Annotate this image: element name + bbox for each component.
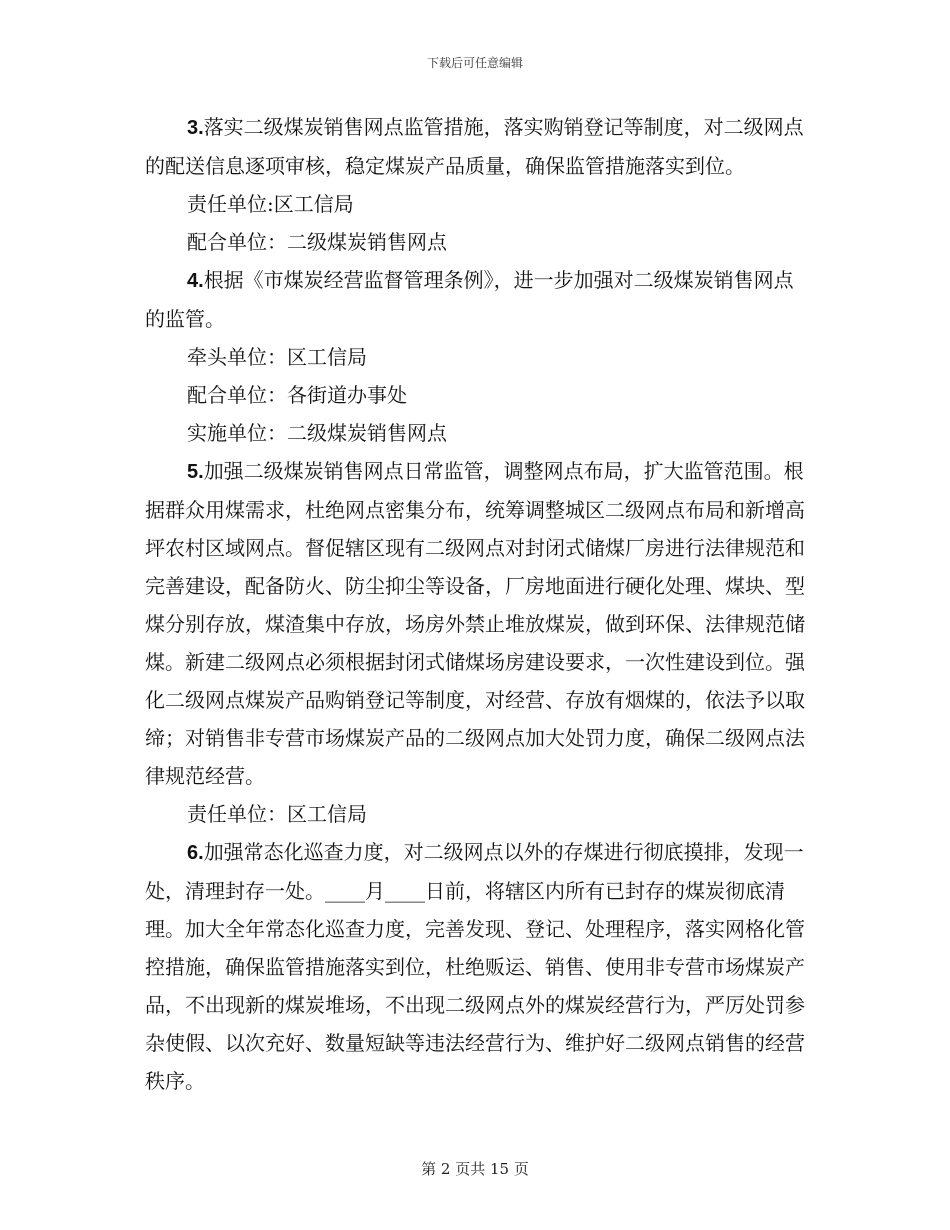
responsible-unit: 责任单位:区工信局	[187, 192, 354, 216]
paragraph-text: 落实二级煤炭销售网点监管措施，落实购销登记等制度，对二级网点的配送信息逐项审核，稳定煤炭产品质量，确保监管措施落实到位。	[145, 115, 804, 178]
paragraph-text: 根据《市煤炭经营监督管理条例》，进一步加强对二级煤炭销售网点的监管。	[145, 268, 794, 331]
item-number: 4.	[187, 270, 204, 292]
paragraph-item-4	[145, 261, 811, 338]
cooperating-unit: 配合单位：各街道办事处	[187, 383, 407, 407]
item-number: 5.	[187, 461, 204, 483]
page-header: 下载后可任意编辑	[426, 56, 523, 70]
page-footer: 第 2 页共 15 页	[421, 1160, 529, 1178]
paragraph-item-6	[145, 833, 811, 1100]
item-number: 3.	[187, 117, 204, 139]
paragraph-item-5	[145, 452, 811, 795]
item-number: 6.	[187, 842, 204, 864]
lead-unit: 牵头单位：区工信局	[187, 345, 367, 369]
paragraph-item-3	[145, 108, 811, 185]
cooperating-unit: 配合单位：二级煤炭销售网点	[187, 230, 447, 254]
paragraph-text: 加强二级煤炭销售网点日常监管，调整网点布局，扩大监管范围。根据群众用煤需求，杜绝网点密集分布，统筹调整城区二级网点布局和新增高坪农村区域网点。督促辖区现有二级网点对封闭式储煤厂房进行法律规范和完善建设，配备防火、防尘抑尘等设备，厂房地面进行硬化处理、煤块、型煤分别存放，煤渣集中存放，场房外禁止堆放煤炭，做到环保、法律规范储煤。新建二级网点必须根据封闭式储煤场房建设要求，一次性建设到位。强化二级网点煤炭产品购销登记等制度，对经营、存放有烟煤的，依法予以取缔；对销售非专营市场煤炭产品的二级网点加大处罚力度，确保二级网点法律规范经营。	[145, 459, 805, 788]
responsible-unit: 责任单位：区工信局	[187, 802, 367, 826]
document-body	[145, 108, 811, 1100]
implementing-unit: 实施单位：二级煤炭销售网点	[187, 421, 447, 445]
paragraph-text: 加强常态化巡查力度，对二级网点以外的存煤进行彻底摸排，发现一处，清理封存一处。____月____日前，将辖区内所有已封存的煤炭彻底清理。加大全年常态化巡查力度，完善发现、登记、处理程序，落实网格化管控措施，确保监管措施落实到位，杜绝贩运、销售、使用非专营市场煤炭产品，不出现新的煤炭堆场，不出现二级网点外的煤炭经营行为，严厉处罚参杂使假、以次充好、数量短缺等违法经营行为、维护好二级网点销售的经营秩序。	[145, 840, 805, 1093]
